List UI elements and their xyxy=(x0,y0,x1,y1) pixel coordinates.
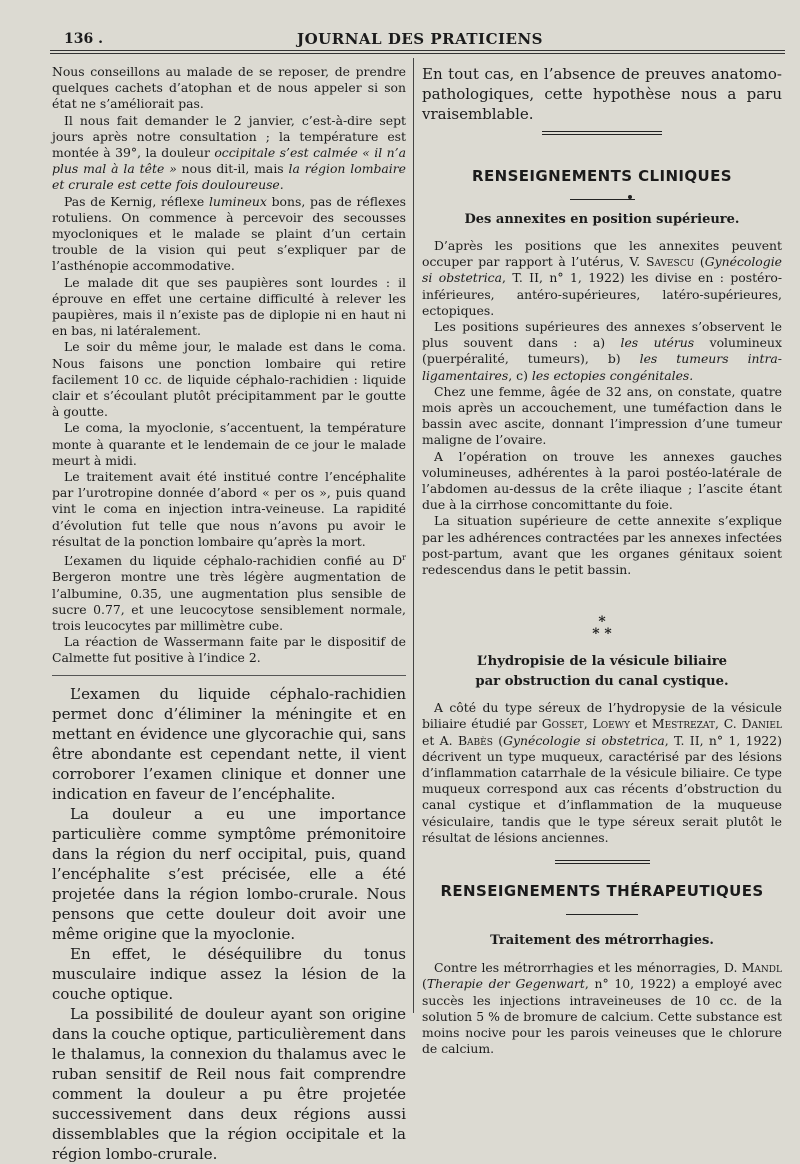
section-title-clinical: RENSEIGNEMENTS CLINIQUES xyxy=(472,167,732,185)
section-separator xyxy=(542,131,662,135)
text-run: , C. xyxy=(714,716,742,732)
italic-text: lumineux xyxy=(208,193,267,209)
text-run: , xyxy=(583,716,593,732)
italic-text: les ectopies congénitales. xyxy=(531,367,694,383)
text-run: Chez une femme, âgée de 32 ans, on constate, quatre mois après un accouchement, une tuméfaction dans le bassin avec ascite, donnant l’impression d’une tumeur maligne de l’ovaire. xyxy=(422,383,782,448)
text-run: , n° 10, 1922) a employé avec succès les injections intraveineuses de 10 cc. de la solution 5 % de bromure de calcium. Cette substance est moins nocive pour les parois veineuses que le chlorure de calcium. xyxy=(422,976,782,1057)
discussion-text xyxy=(52,684,406,1164)
section-separator-2 xyxy=(555,860,650,864)
metrorrhagies-text xyxy=(422,960,782,1057)
title-ornament-2 xyxy=(422,912,782,916)
text-run: Nous conseillons au malade de se reposer, de prendre quelques cachets d’atophan et de nous appeler si son état ne s’améliorait pas. xyxy=(52,64,406,112)
author-name: Mestrezat xyxy=(651,716,715,732)
paragraph xyxy=(52,944,406,1004)
italic-text: les tumeurs intra-ligamentaires xyxy=(422,351,782,383)
article-title-annexites: Des annexites en position supérieure. xyxy=(464,212,740,227)
author-name: Mandl xyxy=(741,960,782,976)
page-header xyxy=(60,28,780,52)
text-run: A l’opération on trouve les annexes gauches volumineuses, adhérentes à la paroi postéo-latérale de l’abdomen au-dessus de la crête iliaque ; l’ascite étant due à la cirrhose concomittante du foie. xyxy=(422,448,782,513)
paragraph xyxy=(422,513,782,578)
ornament-line xyxy=(570,199,635,200)
text-run: Le malade dit que ses paupières sont lourdes : il éprouve en effet une certaine difficulté à relever les paupières, mais il n’existe pas de diplopie ni en haut ni en bas, ni latéralement. xyxy=(52,274,406,339)
paragraph xyxy=(422,319,782,384)
paragraph xyxy=(52,469,406,550)
italic-text: Gynécologie si obstetrica xyxy=(503,732,665,748)
author-name: Daniel xyxy=(741,716,782,732)
paragraph xyxy=(52,634,406,666)
author-name: Savescu xyxy=(645,254,695,270)
text-run: L’examen du liquide céphalo-rachidien permet donc d’éliminer la méningite et en mettant en évidence une glycorachie qui, sans être abondante est cependant nette, il vient corroborer l’examen clinique et donner une indication en faveur de l’encéphalite. xyxy=(52,684,406,803)
conclusion-text xyxy=(422,64,782,124)
text-run: , T. II, n° 1, 1922) les divise en : postéro-inférieures, antéro-supérieures, latéro-supérieures, ectopiques. xyxy=(422,270,783,318)
author-name: Babès xyxy=(457,732,493,748)
text-run: et A. xyxy=(422,732,458,748)
text-run: Les positions supérieures des annexes s’observent le plus souvent dans : a) xyxy=(422,319,782,351)
paragraph xyxy=(52,113,406,194)
italic-text: les utérus xyxy=(620,335,695,351)
hydropisie-text xyxy=(422,700,782,846)
paragraph xyxy=(52,684,406,804)
paragraph xyxy=(422,238,782,319)
text-run: La réaction de Wassermann faite par le dispositif de Calmette fut positive à l’indice 2. xyxy=(52,634,406,666)
italic-text: la région lombaire et crurale est cette fois douloureuse. xyxy=(52,161,406,193)
text-run: Contre les métrorrhagies et les ménorragies, D. xyxy=(434,960,742,976)
text-run: A côté du type séreux de l’hydropysie de la vésicule biliaire étudié par xyxy=(422,700,782,732)
asterism-top: * xyxy=(598,614,606,631)
text-run: ( xyxy=(492,732,504,748)
text-run: bons, pas de réflexes rotuliens. On commence à percevoir des secousses myocloniques et le malade se plaint d’un certain trouble de la vision qui peut s’expliquer par de l’asthénopie accommodative. xyxy=(52,193,406,274)
text-run: En effet, le déséquilibre du tonus musculaire indique assez la lésion de la couche optique. xyxy=(52,944,406,1003)
italic-text: occipitale s’est calmée « il n’a plus mal à la tête » xyxy=(52,145,406,177)
article-title-line2: par obstruction du canal cystique. xyxy=(475,674,729,690)
text-run: ( xyxy=(422,976,427,992)
text-run: Le coma, la myoclonie, s’accentuent, la température monte à quarante et le lendemain de ce jour le malade meurt à midi. xyxy=(52,420,406,468)
left-column xyxy=(52,64,406,1164)
paragraph xyxy=(52,339,406,420)
text-run: Pas de Kernig, réflexe xyxy=(64,193,209,209)
paragraph xyxy=(52,1004,406,1164)
paragraph xyxy=(422,960,782,1057)
column-divider xyxy=(413,58,414,1013)
paragraph xyxy=(52,275,406,340)
ornament-dot xyxy=(628,195,632,199)
header-rule xyxy=(50,50,785,54)
text-run: La possibilité de douleur ayant son origine dans la couche optique, particulièrement dans le thalamus, la connexion du thalamus avec le ruban sensitif de Reil nous fait comprendre comment la douleur a pu être projetée successivement dans deux régions aussi dissemblables que la région occipitale et la région lombo-crurale. xyxy=(52,1004,406,1163)
journal-title: JOURNAL DES PRATICIENS xyxy=(297,30,543,48)
paragraph xyxy=(52,64,406,113)
text-run: La situation supérieure de cette annexite s’explique par les adhérences contractées par les annexes infectées post-partum, avant que les organes génitaux soient redescendus dans le petit bassin. xyxy=(422,513,782,578)
case-report-text xyxy=(52,64,406,667)
paragraph xyxy=(52,550,406,634)
text-run: , c) xyxy=(508,367,532,383)
text-run: ( xyxy=(694,254,705,270)
asterism xyxy=(422,614,782,643)
text-run: Il nous fait demander le 2 janvier, c’est-à-dire sept jours après notre consultation ; la température est montée à 39°, la douleur xyxy=(52,112,406,161)
annexites-text xyxy=(422,238,782,578)
paragraph xyxy=(52,804,406,944)
text-run: nous dit-il, mais xyxy=(176,161,289,177)
paragraph xyxy=(422,449,782,514)
article-title-metrorrhagies: Traitement des métrorrhagies. xyxy=(490,933,714,949)
text-run: Le soir du même jour, le malade est dans le coma. Nous faisons une ponction lombaire qui retire facilement 10 cc. de liquide céphalo-rachidien : liquide clair et s’écoulant plutôt précipitamment par le goutte à goutte. xyxy=(52,339,406,420)
ornament-line-2 xyxy=(566,914,638,915)
article-title-hydropisie xyxy=(422,652,782,692)
conclusion-paragraph xyxy=(422,64,782,124)
text-run: La douleur a eu une importance particulière comme symptôme prémonitoire dans la région du nerf occipital, puis, quand l’encéphalite s’est précisée, elle a été projetée dans la région lombo-crurale. Nous pensons que cette douleur doit avoir une même origine que la myoclonie. xyxy=(52,804,406,943)
section-title-therapeutic: RENSEIGNEMENTS THÉRAPEUTIQUES xyxy=(440,882,764,901)
page-number: 136 . xyxy=(64,31,103,47)
text-run: r xyxy=(402,553,406,563)
asterism-bottom: * * xyxy=(592,626,612,643)
italic-text: Gynécologie si obstetrica xyxy=(422,254,782,286)
text-run: Bergeron montre une très légère augmentation de l’albumine, 0.35, une augmentation plus sensible de sucre 0.77, et une leucocytose sensiblement normale, trois leucocytes par millimètre cube. xyxy=(52,569,406,634)
right-column xyxy=(422,64,782,1057)
text-run: En tout cas, en l’absence de preuves anatomo-pathologiques, cette hypothèse nous a paru vraisemblable. xyxy=(422,65,782,123)
title-ornament xyxy=(422,197,782,201)
author-name: Gosset xyxy=(541,716,584,732)
article-title-line1: L’hydropisie de la vésicule biliaire xyxy=(476,654,728,670)
paragraph xyxy=(422,700,782,846)
text-divider xyxy=(52,675,406,676)
text-run: L’examen du liquide céphalo-rachidien confié au D xyxy=(64,553,403,569)
text-run: D’après les positions que les annexites peuvent occuper par rapport à l’utérus, V. xyxy=(422,238,782,270)
author-name: Loewy xyxy=(592,716,630,732)
text-run: Le traitement avait été institué contre l’encéphalite par l’urotropine donnée d’abord « per os », puis quand vint le coma en injection intra-veineuse. La rapidité d’évolution fut telle que nous n’avons pu avoir le résultat de la ponction lombaire qu’après la mort. xyxy=(52,469,406,549)
text-run: et xyxy=(629,716,652,732)
paragraph xyxy=(422,384,782,449)
text-run: volumineux (puerpéralité, tumeurs), b) xyxy=(422,335,782,367)
text-run: , T. II, n° 1, 1922) décrivent un type muqueux, caractérisé par des lésions d’inflammation catarrhale de la vésicule biliaire. Ce type muqueux correspond aux cas récents d’obstruction du canal cystique et d’inflammation de la muqueuse vésiculaire, tandis que le type séreux serait plutôt le résultat de lésions anciennes. xyxy=(422,732,783,845)
paragraph xyxy=(52,420,406,469)
paragraph xyxy=(52,194,406,275)
italic-text: Therapie der Gegenwart xyxy=(426,976,585,992)
